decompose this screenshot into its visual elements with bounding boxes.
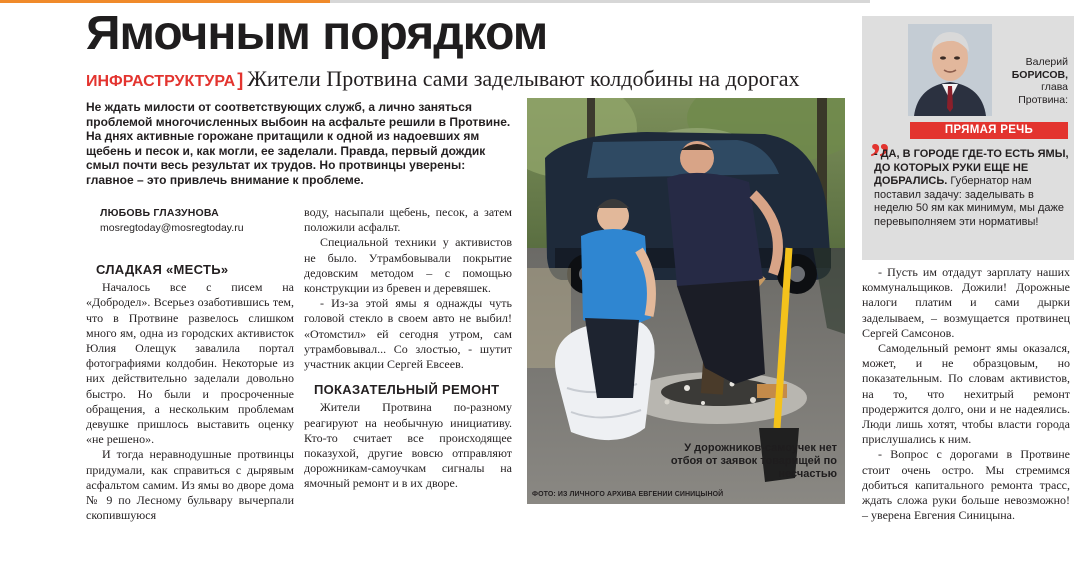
deck bbox=[86, 66, 800, 92]
paragraph: Началось все с писем на «Добродел». Всерьез озаботившись тем, что в Протвине развелось слишком много ям, одна из городских активисток Юлия Олещук завалила портал фотографиями колдобин. Некоторые из них действительно заделали довольно быстро. Но были и просроченные обращения, а нескольким проблемам девушке пришлось выставить оценку «не решено». bbox=[86, 280, 294, 447]
subheading-sweet-revenge: СЛАДКАЯ «МЕСТЬ» bbox=[96, 262, 229, 277]
subheading-showcase-repair: ПОКАЗАТЕЛЬНЫЙ РЕМОНТ bbox=[314, 382, 500, 398]
photo-caption: У дорожников-самоучек нет отбоя от заявок товарищей по несчастью bbox=[670, 442, 837, 480]
rubric-separator: ] bbox=[237, 70, 244, 90]
quote-mark-icon: „ bbox=[870, 114, 890, 159]
speaker-credentials bbox=[996, 56, 1068, 106]
speaker-portrait bbox=[908, 24, 992, 116]
article-photo bbox=[527, 98, 845, 504]
article-column-2 bbox=[304, 205, 512, 492]
quote-lead-caps: - ДА, В ГОРОДЕ ГДЕ-ТО ЕСТЬ ЯМЫ, ДО КОТОРЫХ РУКИ ЕЩЕ НЕ ДОБРАЛИСЬ. bbox=[874, 148, 1069, 188]
top-rule bbox=[0, 0, 1092, 3]
paragraph: - Из-за этой ямы я однажды чуть головой стекло в своем авто не выбил! «Отомстил» ей сегодня утром, сам утрамбовывал... Со злостью, - шутит участник акции Сергей Евсеев. bbox=[304, 296, 512, 372]
author-name: ЛЮБОВЬ ГЛАЗУНОВА bbox=[100, 207, 219, 219]
paragraph: Жители Протвина по-разному реагируют на необычную инициативу. Кто-то считает все происходящее показухой, другие вовсю отправляют дорожникам-самоучкам сигналы на ямочный ремонт и в их дворе. bbox=[304, 400, 512, 491]
subtitle: Жители Протвина сами заделывают колдобины на дорогах bbox=[247, 66, 800, 91]
headline: Ямочным порядком bbox=[86, 7, 548, 60]
direct-speech-sidebar bbox=[862, 16, 1074, 260]
paragraph-continuation: воду, насыпали щебень, песок, а затем положили асфальт. bbox=[304, 205, 512, 235]
article-column-4 bbox=[862, 265, 1070, 523]
direct-speech-rubric: ПРЯМАЯ РЕЧЬ bbox=[910, 122, 1068, 139]
paragraph: - Пусть им отдадут зарплату наших коммунальщиков. Дожили! Дорожные налоги платим и сами дырки заделываем, – возмущается протвинец Сергей Самсонов. bbox=[862, 265, 1070, 340]
speaker-first-name: Валерий bbox=[1025, 56, 1068, 68]
speaker-last-name: БОРИСОВ, bbox=[1011, 68, 1068, 81]
author-email[interactable]: mosregtoday@mosregtoday.ru bbox=[100, 222, 244, 234]
portrait-image bbox=[908, 24, 992, 116]
speaker-quote bbox=[874, 148, 1070, 230]
paragraph: Самодельный ремонт ямы оказался, может, и не образцовым, но показательным. По словам активистов, на то, что нехитрый ремонт продержится долго, они и не надеялись. Люди лишь хотят, чтобы власти города прислушались к ним. bbox=[862, 341, 1070, 447]
paragraph: - Вопрос с дорогами в Протвине стоит очень остро. Мы стремимся добиться капитального ремонта трасс, ждать сложа руки больше невозможно! – уверена Евгения Синицына. bbox=[862, 447, 1070, 523]
photo-credit: ФОТО: ИЗ ЛИЧНОГО АРХИВА ЕВГЕНИИ СИНИЦЫНОЙ bbox=[532, 491, 724, 498]
paragraph: Специальной техники у активистов не было. Утрамбовывали покрытие дедовским методом – с помощью конструкции из бревен и деревяшек. bbox=[304, 235, 512, 296]
speaker-role: глава Протвина: bbox=[1018, 81, 1068, 106]
paragraph: И тогда неравнодушные протвинцы придумали, как справиться с дырявым асфальтом самим. Из ямы во дворе дома № 9 по Лесному бульвару вычерпали скопившуюся bbox=[86, 447, 294, 523]
top-rule-orange bbox=[0, 0, 330, 3]
byline bbox=[100, 207, 300, 234]
article-column-1 bbox=[86, 262, 294, 523]
section-rubric: ИНФРАСТРУКТУРА bbox=[86, 73, 236, 90]
lead-paragraph: Не ждать милости от соответствующих служб, а лично заняться проблемой многочисленных выбоин на асфальте решили в Протвине. На днях активные горожане притащили к одной из надоевших ям щебень и песок и, как могли, ее заделали. Правда, первый дождик смыл почти весь результат их трудов. Но протвинцы уверены: главное – это привлечь внимание к проблеме. bbox=[86, 100, 511, 187]
top-rule-gray bbox=[330, 0, 870, 3]
quote-body: Губернатор нам поставил задачу: заделывать в неделю 50 ям как минимум, мы даже перевыполняем эти нормативы! bbox=[874, 175, 1064, 228]
